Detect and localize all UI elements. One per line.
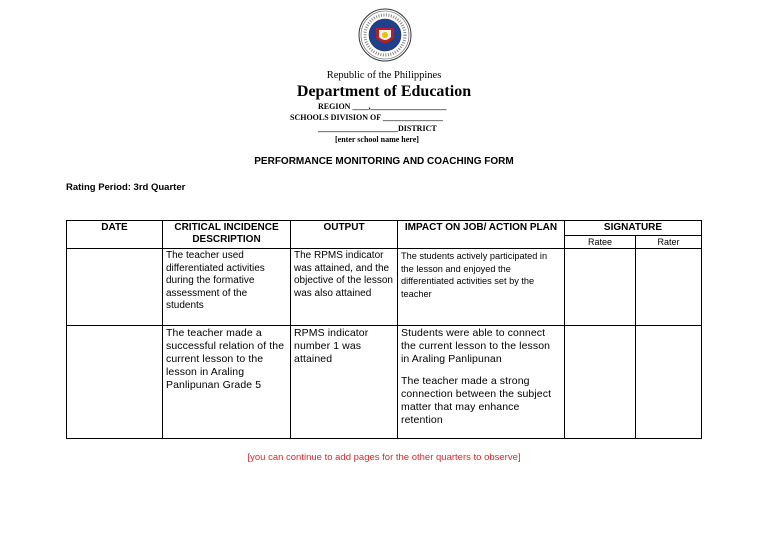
output-header: OUTPUT	[291, 221, 398, 249]
impact-cell	[398, 326, 565, 439]
deped-seal-logo	[358, 8, 412, 62]
region-blank: ___________________	[370, 102, 447, 111]
impact-paragraph: The students actively participated in the lesson and enjoyed the differentiated activities set by the teacher	[401, 251, 548, 299]
rater-signature-cell[interactable]	[636, 326, 702, 439]
region-line	[318, 102, 446, 111]
continuation-note: [you can continue to add pages for the other quarters to observe]	[247, 452, 521, 463]
district-blank: ____________________	[318, 124, 398, 133]
division-line	[290, 113, 443, 122]
impact-header: IMPACT ON JOB/ ACTION PLAN	[398, 221, 565, 249]
ratee-header: Ratee	[565, 236, 636, 249]
table-header-row	[67, 221, 702, 236]
critical-incidence-header: CRITICAL INCIDENCE DESCRIPTION	[163, 221, 291, 249]
form-title: PERFORMANCE MONITORING AND COACHING FORM	[254, 156, 514, 167]
monitoring-table	[66, 220, 702, 439]
critical-incidence-cell: The teacher made a successful relation of the current lesson to the lesson in Araling Panlipunan Grade 5	[163, 326, 291, 439]
district-line	[318, 124, 437, 133]
date-cell[interactable]	[67, 326, 163, 439]
district-label: DISTRICT	[398, 124, 437, 133]
rating-period: Rating Period: 3rd Quarter	[66, 182, 186, 193]
ratee-signature-cell[interactable]	[565, 249, 636, 326]
output-cell: RPMS indicator number 1 was attained	[291, 326, 398, 439]
division-label: SCHOOLS DIVISION OF	[290, 113, 381, 122]
output-cell: The RPMS indicator was attained, and the objective of the lesson was also attained	[291, 249, 398, 326]
republic-label: Republic of the Philippines	[326, 70, 442, 81]
division-blank: _______________	[382, 113, 443, 122]
critical-incidence-cell: The teacher used differentiated activities during the formative assessment of the students	[163, 249, 291, 326]
school-name-placeholder: [enter school name here]	[335, 135, 419, 144]
table-row	[67, 326, 702, 439]
impact-paragraph: Students were able to connect the current lesson to the lesson in Araling Panlipunan	[401, 327, 551, 365]
rater-header: Rater	[636, 236, 702, 249]
ratee-signature-cell[interactable]	[565, 326, 636, 439]
impact-cell	[398, 249, 565, 326]
date-cell[interactable]	[67, 249, 163, 326]
signature-header: SIGNATURE	[565, 221, 702, 236]
region-label: REGION ____,	[318, 102, 371, 111]
department-title: Department of Education	[296, 83, 472, 100]
rater-signature-cell[interactable]	[636, 249, 702, 326]
date-header: DATE	[67, 221, 163, 249]
impact-paragraph: The teacher made a strong connection between the subject matter that may enhance retention	[401, 375, 552, 426]
table-row	[67, 249, 702, 326]
